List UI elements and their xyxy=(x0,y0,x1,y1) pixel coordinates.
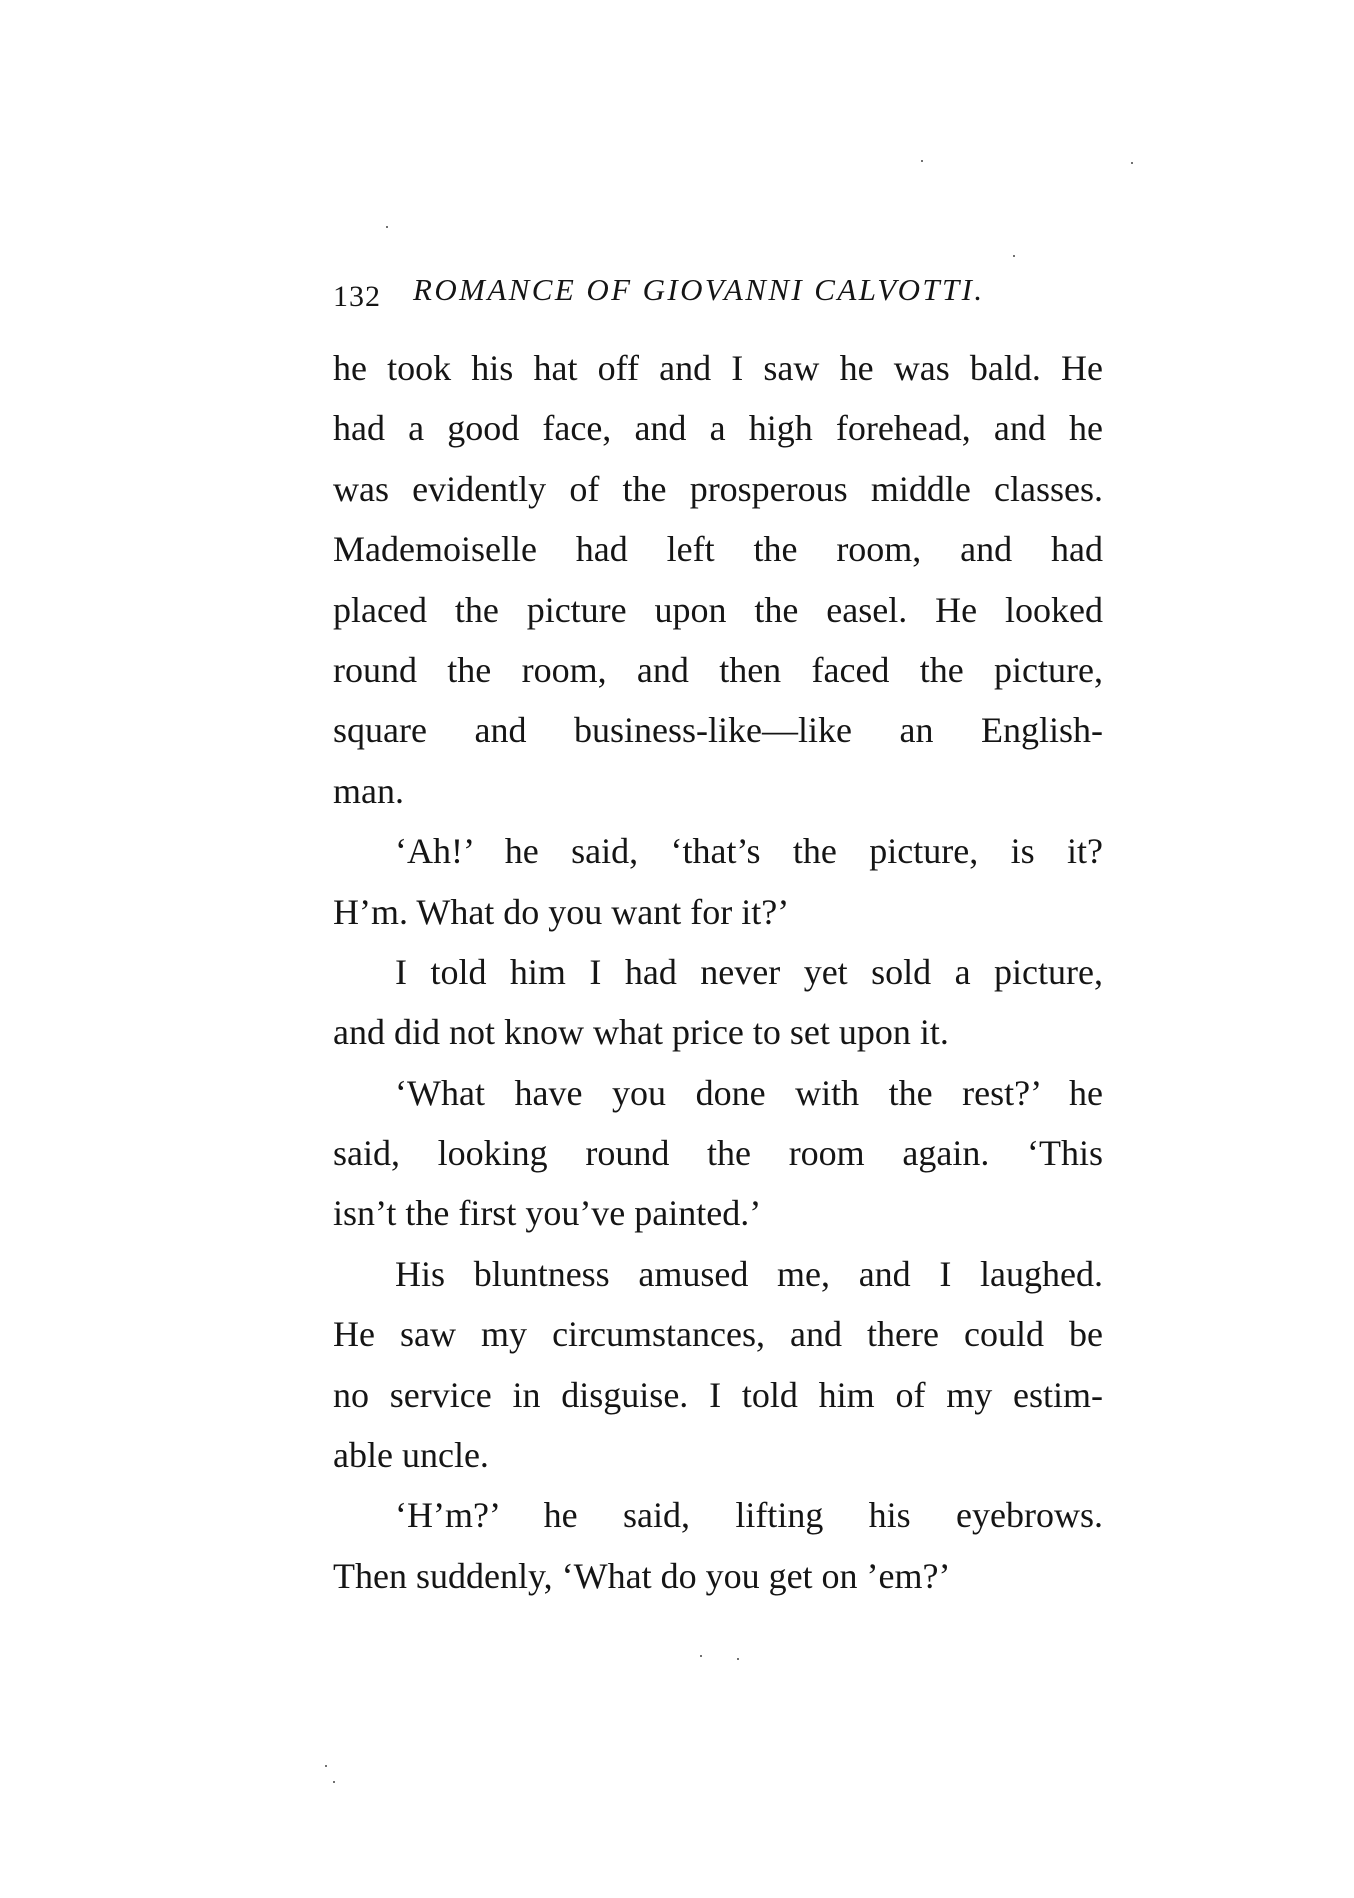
text-line: had a good face, and a high forehead, and he xyxy=(333,408,1103,449)
text-line: ‘H’m?’ he said, lifting his eyebrows. xyxy=(395,1495,1103,1536)
text-line: he took his hat off and I saw he was bald. He xyxy=(333,348,1103,388)
text-line: round the room, and then faced the picture, xyxy=(333,649,1103,690)
text-line: placed the picture upon the easel. He looked xyxy=(333,589,1103,630)
text-line: isn’t the first you’ve painted.’ xyxy=(333,1193,762,1234)
text-line: square and business-like—like an English- xyxy=(333,710,1103,751)
text-line: able uncle. xyxy=(333,1435,489,1476)
text-line: and did not know what price to set upon it. xyxy=(333,1012,949,1053)
text-line: He saw my circumstances, and there could be xyxy=(333,1314,1103,1355)
scan-speck xyxy=(333,1781,335,1783)
text-line: man. xyxy=(333,770,404,811)
text-line: I told him I had never yet sold a picture, xyxy=(395,951,1103,992)
scan-speck xyxy=(737,1658,739,1660)
scan-speck xyxy=(700,1655,702,1657)
body-text xyxy=(333,338,1103,1606)
scan-speck xyxy=(1013,255,1015,257)
running-title: ROMANCE OF GIOVANNI CALVOTTI. xyxy=(413,272,985,307)
scan-speck xyxy=(921,160,923,162)
text-line: Mademoiselle had left the room, and had xyxy=(333,529,1103,570)
page-number: 132 xyxy=(333,280,381,313)
text-line: was evidently of the prosperous middle classes. xyxy=(333,468,1103,509)
scan-speck xyxy=(325,1765,327,1767)
scan-speck xyxy=(1131,162,1133,164)
text-line: said, looking round the room again. ‘This xyxy=(333,1133,1103,1174)
text-line: Then suddenly, ‘What do you get on ’em?’ xyxy=(333,1555,951,1596)
text-line: ‘Ah!’ he said, ‘that’s the picture, is it? xyxy=(395,831,1103,872)
text-line: His bluntness amused me, and I laughed. xyxy=(395,1253,1103,1294)
text-line: H’m. What do you want for it?’ xyxy=(333,891,790,932)
scan-speck xyxy=(386,226,388,228)
page-header xyxy=(333,272,1033,322)
text-line: no service in disguise. I told him of my estim- xyxy=(333,1374,1103,1415)
text-line: ‘What have you done with the rest?’ he xyxy=(395,1072,1103,1113)
